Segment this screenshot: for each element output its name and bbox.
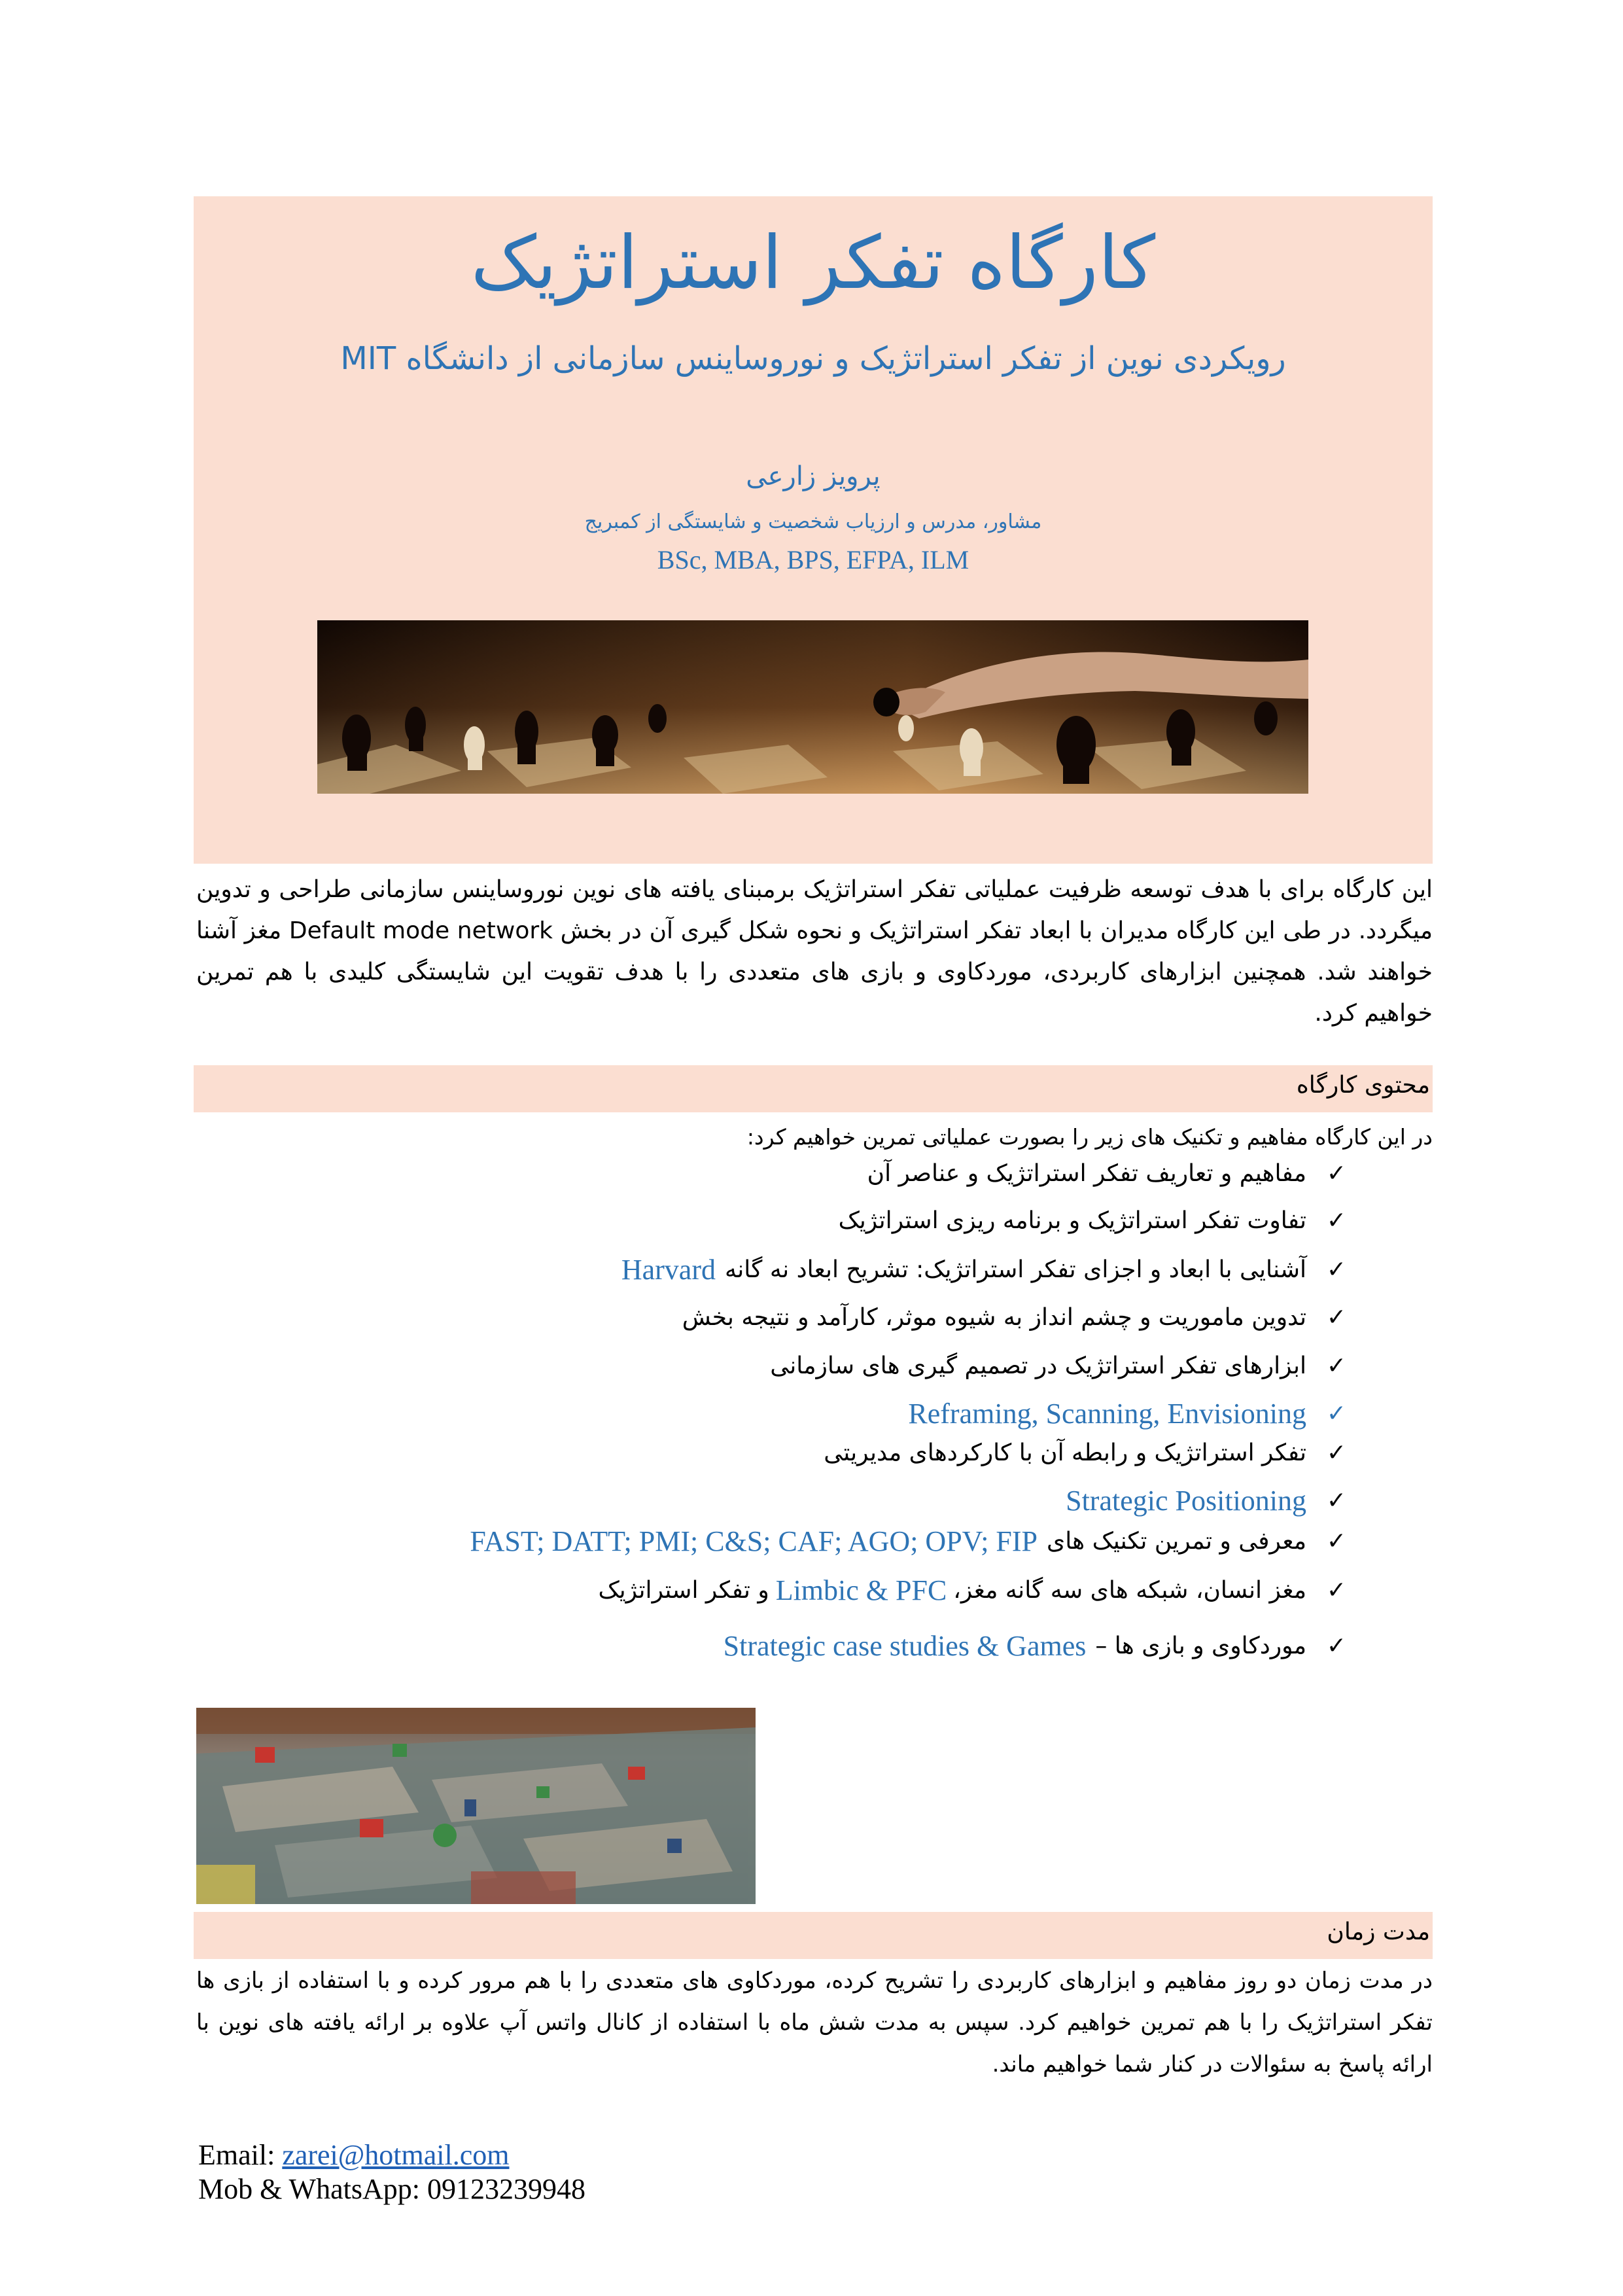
phone-label: Mob & WhatsApp: (198, 2173, 420, 2205)
list-item (824, 1439, 1348, 1466)
check-icon: ✓ (1326, 1304, 1347, 1331)
chess-photo (317, 620, 1308, 794)
board-game-photo (196, 1708, 756, 1904)
list-item-highlight: Limbic & PFC (775, 1574, 947, 1606)
check-icon: ✓ (1326, 1577, 1347, 1604)
check-icon: ✓ (1326, 1487, 1347, 1514)
list-item-highlight: Strategic Positioning (1066, 1485, 1306, 1517)
author-role: مشاور، مدرس و ارزیاب شخصیت و شایستگی از کمبریج (584, 510, 1042, 533)
duration-section-header (194, 1912, 1433, 1959)
check-icon: ✓ (1326, 1633, 1347, 1659)
list-item (839, 1207, 1348, 1234)
content-section-heading: محتوی کارگاه (1296, 1072, 1430, 1099)
list-item-text-after: و تفکر استراتژیک (598, 1577, 769, 1604)
content-lead: در این کارگاه مفاهیم و تکنیک های زیر را بصورت عملیاتی تمرین خواهیم کرد: (746, 1124, 1433, 1150)
email-label: Email: (198, 2139, 275, 2171)
duration-section-heading: مدت زمان (1327, 1918, 1430, 1945)
list-item-text: تفاوت تفکر استراتژیک و برنامه ریزی استراتژیک (838, 1207, 1306, 1234)
check-icon: ✓ (1326, 1528, 1347, 1555)
list-item-text: مغز انسان، شبکه های سه گانه مغز، (953, 1577, 1306, 1604)
list-item (470, 1525, 1348, 1558)
email-line (198, 2138, 509, 2172)
list-item (724, 1629, 1348, 1663)
list-item-text: آشنایی با ابعاد و اجزای تفکر استراتژیک: تشریح ابعاد نه گانه (724, 1256, 1306, 1283)
check-icon: ✓ (1326, 1207, 1347, 1234)
content-section-header (194, 1065, 1433, 1112)
list-item (867, 1160, 1348, 1187)
page-subtitle: رویکردی نوین از تفکر استراتژیک و نوروساینس سازمانی از دانشگاه MIT (340, 340, 1286, 377)
email-link[interactable]: zarei@hotmail.com (282, 2139, 510, 2171)
page-title: کارگاه تفکر استراتژیک (470, 221, 1156, 306)
phone-line (198, 2172, 585, 2206)
author-name: پرویز زارعی (746, 461, 881, 491)
list-item-highlight: Harvard (621, 1254, 716, 1286)
check-icon: ✓ (1326, 1400, 1347, 1427)
list-item (1066, 1484, 1348, 1517)
intro-paragraph: این کارگاه برای با هدف توسعه ظرفیت عملیاتی تفکر استراتژیک برمبنای یافته های نوین نوروساینس سازمانی طراحی و تدوین میگردد. در طی این کارگاه مدیران با ابعاد تفکر استراتژیک و نحوه شکل گیری آن در بخش Default mode network مغز آشنا خواهند شد. همچنین ابزارهای کاربردی، موردکاوی و بازی های متعددی را با هدف تقویت این شایستگی کلیدی با هم تمرین خواهیم کرد. (196, 876, 1433, 1027)
list-item-text: تدوین ماموریت و چشم انداز به شیوه موثر، کارآمد و نتیجه بخش (682, 1304, 1306, 1331)
list-item-highlight: Strategic case studies & Games (723, 1630, 1087, 1662)
list-item (598, 1574, 1348, 1607)
list-item (908, 1397, 1348, 1430)
list-item-highlight: FAST; DATT; PMI; C&S; CAF; AGO; OPV; FIP (470, 1525, 1038, 1557)
check-icon: ✓ (1326, 1439, 1347, 1466)
list-item-text: معرفی و تمرین تکنیک های (1047, 1528, 1306, 1555)
check-icon: ✓ (1326, 1256, 1347, 1283)
phone-number: 09123239948 (427, 2173, 585, 2205)
list-item (621, 1253, 1348, 1286)
list-item (682, 1304, 1348, 1331)
author-credentials: BSc, MBA, BPS, EFPA, ILM (657, 545, 969, 574)
list-item (770, 1352, 1348, 1379)
list-item-text: تفکر استراتژیک و رابطه آن با کارکردهای مدیریتی (824, 1439, 1306, 1466)
check-icon: ✓ (1326, 1160, 1347, 1187)
list-item-text: ابزارهای تفکر استراتژیک در تصمیم گیری های سازمانی (770, 1352, 1306, 1379)
check-icon: ✓ (1326, 1352, 1347, 1379)
list-item-text: مفاهیم و تعاریف تفکر استراتژیک و عناصر آن (867, 1160, 1306, 1187)
duration-paragraph: در مدت زمان دو روز مفاهیم و ابزارهای کاربردی را تشریح کرده، موردکاوی های متعددی را با هم مرور کرده و با استفاده از بازی ها تفکر استراتژیک را با هم تمرین خواهیم کرد. سپس به مدت شش ماه با استفاده از کانال واتس آپ علاوه بر ارائه یافته های نوین با ارائه پاسخ به سئوالات در کنار شما خواهیم ماند. (196, 1968, 1433, 2077)
list-item-text: موردکاوی و بازی ها – (1095, 1633, 1306, 1659)
list-item-highlight: Reframing, Scanning, Envisioning (908, 1398, 1306, 1430)
